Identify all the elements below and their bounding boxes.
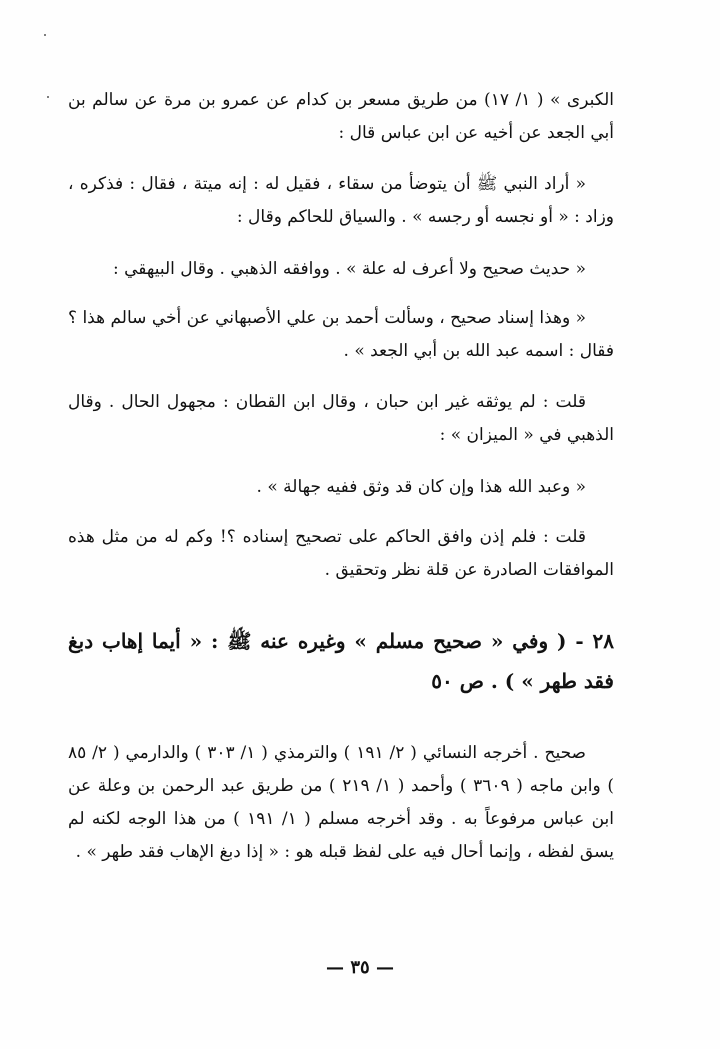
- paragraph-6: « وعبد الله هذا وإن كان قد وثق ففيه جهالة » .: [256, 477, 586, 497]
- hadith-heading: ٢٨ - ( وفي « صحيح مسلم » وغيره عنه ﷺ : « أيما إهاب دبغ فقد طهر » ) . ص ٥٠: [68, 629, 614, 693]
- page-number: — ٣٥ —: [326, 957, 394, 978]
- paragraph-2: « أراد النبي ﷺ أن يتوضأ من سقاء ، فقيل له : إنه ميتة ، فقال : فذكره ، وزاد : « أو نجسه أو رجسه » . والسياق للحاكم وقال :: [68, 174, 614, 227]
- paragraph-1: الكبرى » ( ١/ ١٧) من طريق مسعر بن كدام عن عمرو بن مرة عن سالم بن أبي الجعد عن أخيه عن ابن عباس قال :: [68, 90, 614, 143]
- paragraph-3: « حديث صحيح ولا أعرف له علة » . ووافقه الذهبي . وقال البيهقي :: [112, 259, 586, 279]
- scan-speck: [44, 34, 46, 36]
- paragraph-4: « وهذا إسناد صحيح ، وسألت أحمد بن علي الأصبهاني عن أخي سالم هذا ؟ فقال : اسمه عبد الله بن أبي الجعد » .: [68, 308, 614, 361]
- paragraph-5: قلت : لم يوثقه غير ابن حبان ، وقال ابن القطان : مجهول الحال . وقال الذهبي في « الميزان » :: [68, 392, 614, 445]
- scan-speck: [47, 96, 49, 98]
- takhrij-commentary: صحيح . أخرجه النسائي ( ٢/ ١٩١ ) والترمذي ( ١/ ٣٠٣ ) والدارمي ( ٢/ ٨٥ ) وابن ماجه ( ٣٦٠٩ ) وأحمد ( ١/ ٢١٩ ) من طريق عبد الرحمن بن وعلة عن ابن عباس مرفوعاً به . وقد أخرجه مسلم ( ١/ ١٩١ ) من هذا الوجه لكنه لم يسق لفظه ، وإنما أحال فيه على لفظ قبله هو : « إذا دبغ الإهاب فقد طهر » .: [68, 743, 615, 862]
- paragraph-7: قلت : فلم إذن وافق الحاكم على تصحيح إسناده ؟! وكم له من مثل هذه الموافقات الصادرة عن قلة نظر وتحقيق .: [68, 527, 614, 580]
